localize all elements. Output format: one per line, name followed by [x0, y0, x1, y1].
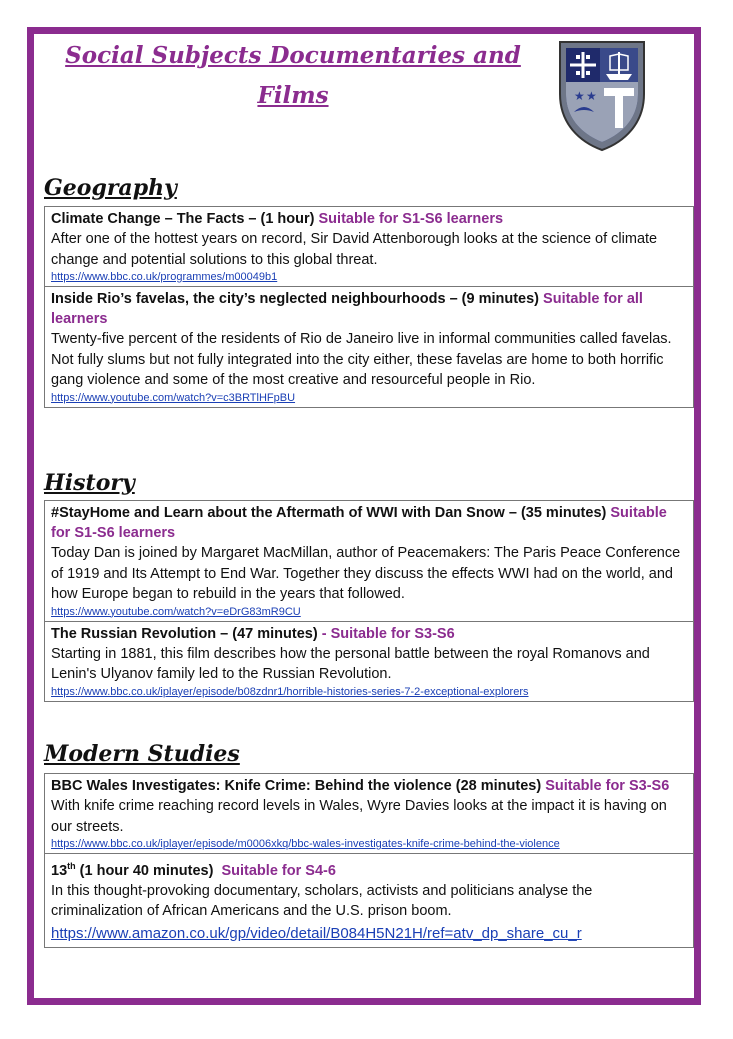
- list-item: [45, 774, 693, 853]
- entry-title: #StayHome and Learn about the Aftermath of WWI with Dan Snow – (35 minutes): [51, 505, 607, 521]
- list-item: [45, 621, 693, 701]
- entry-description: Starting in 1881, this film describes how the personal battle between the royal Romanovs and Lenin's Ulyanov family led to the Russian Revolution.: [51, 645, 650, 682]
- entry-link[interactable]: https://www.youtube.com/watch?v=c3BRTlHFpBU: [51, 391, 296, 404]
- list-item: [45, 853, 693, 947]
- svg-text:★: ★: [574, 89, 585, 103]
- section-heading-history: History: [44, 470, 135, 496]
- section-heading-modern-studies: Modern Studies: [44, 741, 240, 767]
- entry-description: Today Dan is joined by Margaret MacMillan, author of Peacemakers: The Paris Peace Conference of 1919 and Its Attempt to End War. Together they discuss the effects WWI had on the world, and how Europe began to rebuild in the years that followed.: [51, 545, 681, 602]
- suitability-label: Suitable for S4-6: [221, 862, 336, 879]
- svg-text:★: ★: [586, 89, 597, 103]
- list-item: [45, 207, 693, 286]
- section-heading-geography: Geography: [44, 175, 177, 201]
- entry-link[interactable]: https://www.bbc.co.uk/iplayer/episode/b08zdnr1/horrible-histories-series-7-2-exceptional-explorers: [51, 685, 529, 698]
- page-title-line2: Films: [257, 82, 329, 109]
- entry-title: Climate Change – The Facts – (1 hour): [51, 211, 315, 227]
- suitability-label: - Suitable for S3-S6: [321, 625, 455, 642]
- entry-title-suffix: th: [67, 861, 76, 871]
- entry-title-number: 13: [51, 862, 68, 879]
- entry-description: Twenty-five percent of the residents of Rio de Janeiro live in informal communities called favelas. Not fully slums but not fully integrated into the city either, these favelas are home to both horrific gang violence and some of the most creative and resourceful people in Rio.: [51, 331, 672, 388]
- entry-description: With knife crime reaching record levels in Wales, Wyre Davies looks at the impact it is having on our streets.: [51, 798, 667, 835]
- history-box: [44, 500, 694, 702]
- entry-link[interactable]: https://www.amazon.co.uk/gp/video/detail/B084H5N21H/ref=atv_dp_share_cu_r: [51, 924, 582, 942]
- entry-description: In this thought-provoking documentary, scholars, activists and politicians analyse the criminalization of African Americans and the U.S. prison boom.: [51, 882, 593, 920]
- entry-title: The Russian Revolution – (47 minutes): [51, 625, 318, 642]
- list-item: [45, 286, 693, 407]
- suitability-label: Suitable for S1-S6 learners: [318, 211, 504, 227]
- modern-studies-box: [44, 773, 694, 948]
- entry-link[interactable]: https://www.bbc.co.uk/iplayer/episode/m0006xkq/bbc-wales-investigates-knife-crime-behind-the-violence: [51, 838, 560, 850]
- entry-title: BBC Wales Investigates: Knife Crime: Behind the violence (28 minutes): [51, 778, 542, 794]
- school-crest-icon: [554, 38, 650, 154]
- suitability-label: Suitable for S1-S6 learners: [51, 505, 667, 541]
- page-title-line1: Social Subjects Documentaries and: [65, 42, 521, 69]
- entry-title: Inside Rio’s favelas, the city’s neglected neighbourhoods – (9 minutes): [51, 291, 540, 307]
- suitability-label: Suitable for all learners: [51, 291, 643, 327]
- list-item: [45, 501, 693, 621]
- entry-link[interactable]: https://www.bbc.co.uk/programmes/m00049b1: [51, 271, 278, 283]
- entry-description: After one of the hottest years on record, Sir David Attenborough looks at the science of climate change and potential solutions to this global threat.: [51, 231, 658, 268]
- entry-title: (1 hour 40 minutes): [75, 862, 214, 879]
- entry-link[interactable]: https://www.youtube.com/watch?v=eDrG83mR9CU: [51, 605, 301, 618]
- geography-box: [44, 206, 694, 408]
- suitability-label: Suitable for S3-S6: [545, 778, 670, 794]
